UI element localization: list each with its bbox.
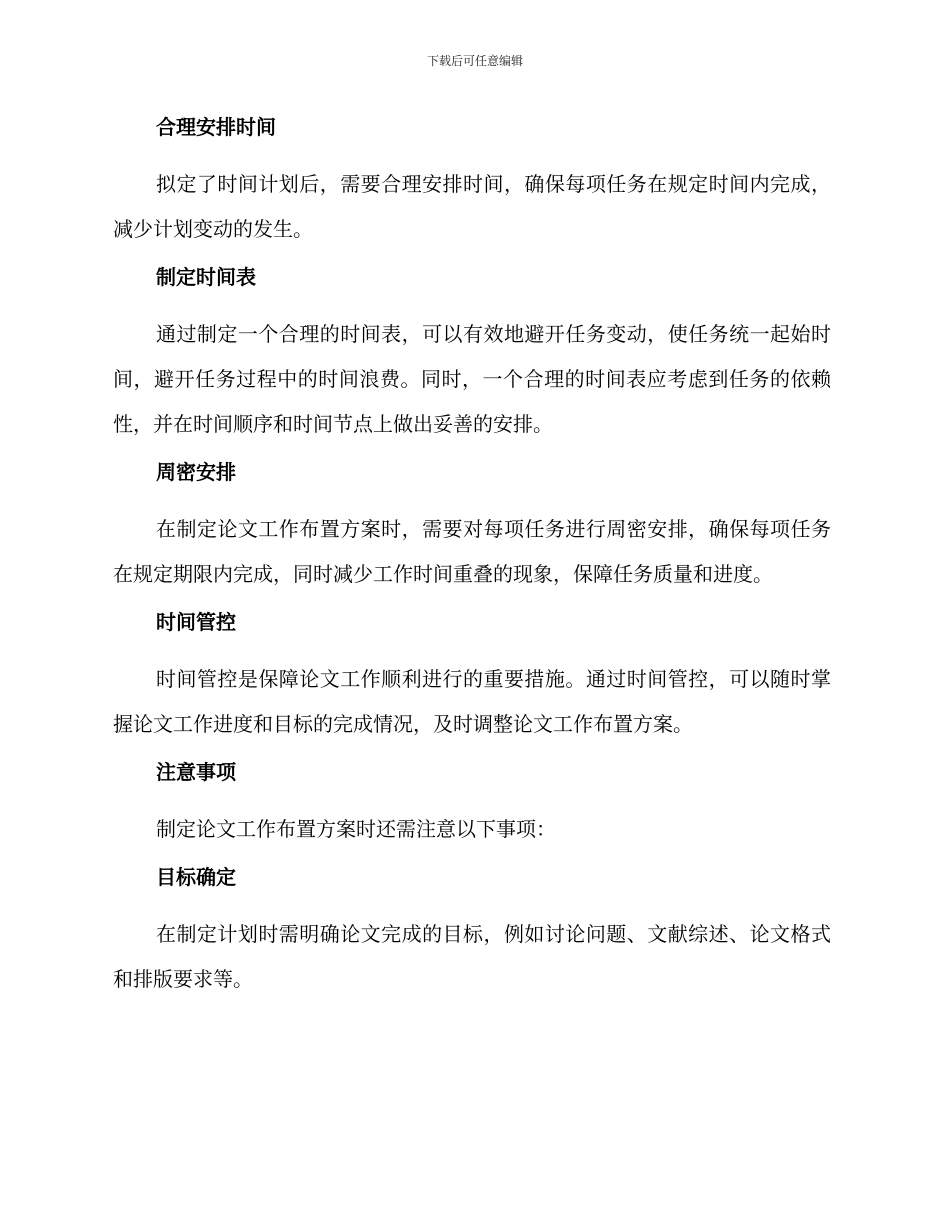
section-paragraph-time-control: 时间管控是保障论文工作顺利进行的重要措施。通过时间管控，可以随时掌握论文工作进度和目标的完成情况，及时调整论文工作布置方案。 — [113, 667, 831, 736]
document-body — [113, 110, 831, 1002]
page-header: 下载后可任意编辑 — [426, 54, 523, 68]
section-paragraph-timetable: 通过制定一个合理的时间表，可以有效地避开任务变动，使任务统一起始时间，避开任务过程中的时间浪费。同时，一个合理的时间表应考虑到任务的依赖性，并在时间顺序和时间节点上做出妥善的安排。 — [113, 322, 831, 436]
section-heading-time-arrangement: 合理安排时间 — [156, 115, 276, 139]
section-heading-time-control: 时间管控 — [156, 610, 236, 634]
section-heading-notes: 注意事项 — [156, 760, 236, 784]
section-paragraph-careful-arrangement: 在制定论文工作布置方案时，需要对每项任务进行周密安排，确保每项任务在规定期限内完成，同时减少工作时间重叠的现象，保障任务质量和进度。 — [113, 517, 831, 586]
section-paragraph-notes: 制定论文工作布置方案时还需注意以下事项： — [156, 817, 556, 841]
section-heading-timetable: 制定时间表 — [156, 265, 256, 289]
section-heading-goal: 目标确定 — [156, 865, 236, 889]
section-paragraph-goal: 在制定计划时需明确论文完成的目标，例如讨论问题、文献综述、论文格式和排版要求等。 — [113, 922, 831, 991]
section-paragraph-time-arrangement: 拟定了时间计划后，需要合理安排时间，确保每项任务在规定时间内完成，减少计划变动的发生。 — [113, 172, 831, 241]
section-heading-careful-arrangement: 周密安排 — [156, 460, 236, 484]
